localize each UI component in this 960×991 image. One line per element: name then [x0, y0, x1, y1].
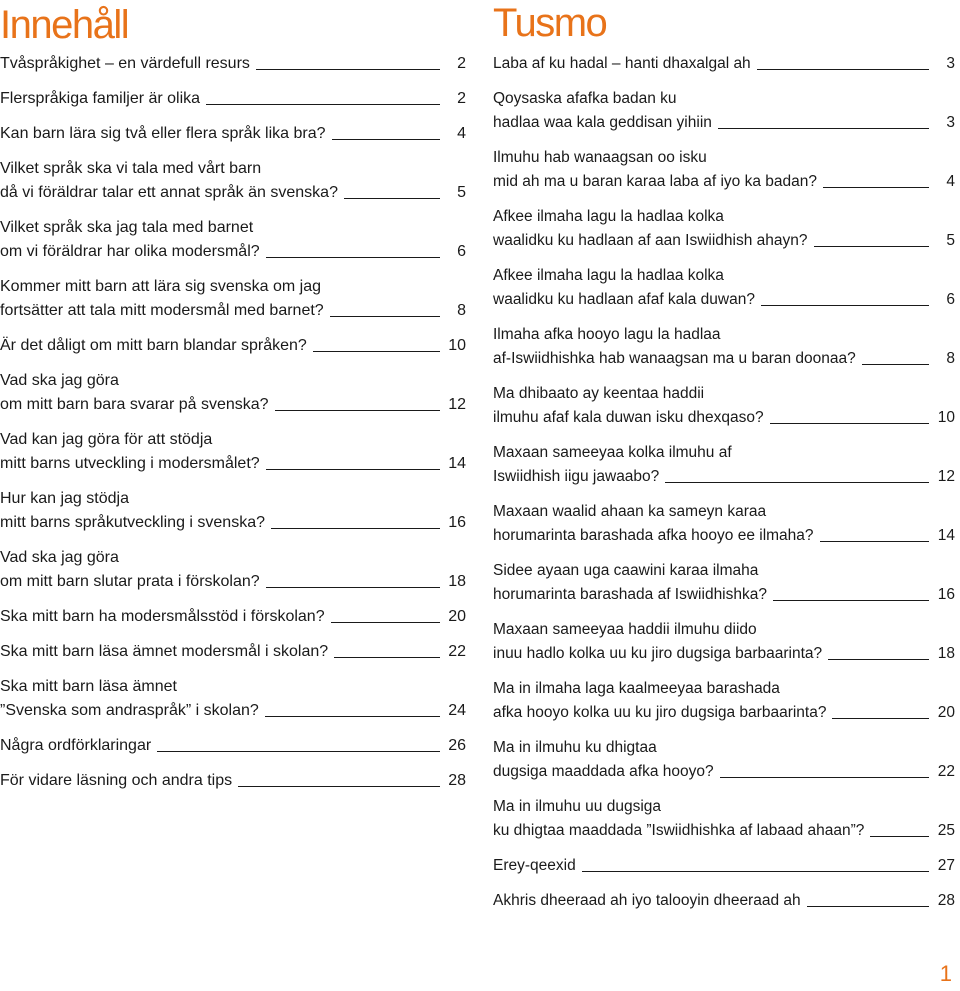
toc-entry-last-line: [493, 406, 955, 430]
toc-entry-last-line: [493, 52, 955, 76]
toc-entry-text: ku dhigtaa maaddada ”Iswiidhishka af labaad ahaan”?: [493, 822, 865, 839]
leader-line: [757, 69, 929, 70]
toc-page-number: 14: [448, 455, 466, 472]
toc-list: [493, 52, 955, 913]
toc-entry-last-line: [0, 87, 466, 111]
toc-entry-text: Ska mitt barn läsa ämnet modersmål i skolan?: [0, 643, 329, 660]
leader-line: [870, 836, 929, 837]
toc-entry-text: waalidku ku hadlaan afaf kala duwan?: [493, 291, 755, 308]
toc-entry-last-line: [493, 229, 955, 253]
toc-entry-text: Ma in ilmuhu ku dhigtaa: [493, 739, 657, 756]
toc-entry-text: Ilmaha afka hooyo lagu la hadlaa: [493, 326, 721, 343]
toc-entry-last-line: [0, 605, 466, 629]
toc-entry-text: Vad ska jag göra: [0, 372, 119, 389]
toc-entry[interactable]: [0, 334, 466, 358]
toc-entry[interactable]: [0, 87, 466, 111]
toc-entry-text: Några ordförklaringar: [0, 737, 152, 754]
toc-entry[interactable]: [493, 559, 955, 607]
toc-entry[interactable]: [493, 441, 955, 489]
toc-list: [0, 52, 466, 793]
page-number: 1: [939, 961, 952, 986]
toc-entry[interactable]: [493, 146, 955, 194]
toc-entry[interactable]: [0, 769, 466, 793]
toc-entry[interactable]: [0, 52, 466, 76]
toc-entry-text: mid ah ma u baran karaa laba af iyo ka badan?: [493, 173, 817, 190]
toc-entry-text: waalidku ku hadlaan af aan Iswiidhish ahayn?: [493, 232, 808, 249]
toc-entry-text: Maxaan sameeyaa haddii ilmuhu diido: [493, 621, 757, 638]
toc-entry-text: Ma dhibaato ay keentaa haddii: [493, 385, 705, 402]
toc-entry-text: ilmuhu afaf kala duwan isku dhexqaso?: [493, 409, 764, 426]
toc-entry-text: Afkee ilmaha lagu la hadlaa kolka: [493, 267, 724, 284]
toc-entry-last-line: [0, 122, 466, 146]
toc-entry[interactable]: [0, 122, 466, 146]
toc-entry-last-line: [0, 52, 466, 76]
toc-entry-text: Kan barn lära sig två eller flera språk lika bra?: [0, 125, 326, 142]
toc-entry-last-line: [493, 347, 955, 371]
toc-entry-last-line: [493, 288, 955, 312]
toc-entry[interactable]: [0, 546, 466, 594]
toc-entry-last-line: [0, 511, 466, 535]
leader-line: [256, 69, 440, 70]
toc-entry[interactable]: [493, 795, 955, 843]
toc-entry-text: hadlaa waa kala geddisan yihiin: [493, 114, 712, 131]
leader-line: [334, 657, 440, 658]
toc-page-number: 22: [937, 763, 955, 780]
toc-entry[interactable]: [493, 889, 955, 913]
toc-entry-text: Akhris dheeraad ah iyo talooyin dheeraad ah: [493, 892, 801, 909]
toc-page-number: 10: [937, 409, 955, 426]
toc-page-number: 20: [937, 704, 955, 721]
toc-entry-last-line: [493, 524, 955, 548]
toc-entry[interactable]: [0, 369, 466, 417]
leader-line: [238, 786, 440, 787]
toc-entry[interactable]: [0, 675, 466, 723]
toc-entry-text: Erey-qeexid: [493, 857, 576, 874]
toc-page-number: 4: [946, 173, 955, 190]
leader-line: [275, 410, 440, 411]
leader-line: [266, 257, 440, 258]
toc-entry-text: Maxaan waalid ahaan ka sameyn karaa: [493, 503, 767, 520]
toc-entry-text: om vi föräldrar har olika modersmål?: [0, 243, 260, 260]
leader-line: [582, 871, 929, 872]
toc-entry-last-line: [0, 393, 466, 417]
toc-entry-text: Är det dåligt om mitt barn blandar språken?: [0, 337, 307, 354]
toc-entry-text: Ilmuhu hab wanaagsan oo isku: [493, 149, 707, 166]
toc-entry-text: Vad kan jag göra för att stödja: [0, 431, 213, 448]
toc-entry-text: För vidare läsning och andra tips: [0, 772, 233, 789]
toc-entry-last-line: [0, 181, 466, 205]
toc-entry-text: Qoysaska afafka badan ku: [493, 90, 677, 107]
toc-page-number: 28: [448, 772, 466, 789]
leader-line: [761, 305, 929, 306]
leader-line: [332, 139, 441, 140]
toc-entry-last-line: [0, 240, 466, 264]
toc-entry-text: Afkee ilmaha lagu la hadlaa kolka: [493, 208, 724, 225]
toc-page-number: 3: [946, 55, 955, 72]
toc-entry-text: Ma in ilmuhu uu dugsiga: [493, 798, 662, 815]
toc-entry[interactable]: [0, 487, 466, 535]
toc-entry-text: Tvåspråkighet – en värdefull resurs: [0, 55, 250, 72]
toc-entry-last-line: [493, 889, 955, 913]
toc-entry[interactable]: [0, 605, 466, 629]
toc-entry[interactable]: [493, 52, 955, 76]
toc-entry[interactable]: [493, 323, 955, 371]
leader-line: [157, 751, 440, 752]
toc-entry-text: Sidee ayaan uga caawini karaa ilmaha: [493, 562, 759, 579]
toc-entry-last-line: [0, 452, 466, 476]
contents-heading: Innehåll: [0, 3, 129, 47]
leader-line: [770, 423, 929, 424]
toc-entry-last-line: [493, 701, 955, 725]
leader-line: [344, 198, 440, 199]
leader-line: [814, 246, 929, 247]
toc-page-number: 16: [448, 514, 466, 531]
toc-entry[interactable]: [0, 640, 466, 664]
toc-entry-last-line: [0, 699, 466, 723]
toc-entry[interactable]: [0, 157, 466, 205]
contents-column-swedish: [0, 0, 466, 793]
leader-line: [832, 718, 929, 719]
toc-page-number: 18: [937, 645, 955, 662]
toc-page-number: 12: [937, 468, 955, 485]
toc-page-number: 16: [937, 586, 955, 603]
leader-line: [313, 351, 440, 352]
leader-line: [807, 906, 929, 907]
toc-entry[interactable]: [493, 382, 955, 430]
leader-line: [820, 541, 929, 542]
toc-page-number: 22: [448, 643, 466, 660]
leader-line: [265, 716, 440, 717]
toc-page-number: 8: [946, 350, 955, 367]
toc-page-number: 10: [448, 337, 466, 354]
toc-entry-last-line: [493, 854, 955, 878]
toc-entry-last-line: [0, 299, 466, 323]
toc-entry-last-line: [493, 583, 955, 607]
toc-page-number: 14: [937, 527, 955, 544]
toc-entry-text: inuu hadlo kolka uu ku jiro dugsiga barbaarinta?: [493, 645, 823, 662]
toc-entry-text: Iswiidhish iigu jawaabo?: [493, 468, 660, 485]
toc-entry[interactable]: [493, 205, 955, 253]
toc-entry-text: mitt barns utveckling i modersmålet?: [0, 455, 260, 472]
toc-entry-text: Flerspråkiga familjer är olika: [0, 90, 201, 107]
toc-entry-last-line: [0, 769, 466, 793]
toc-page-number: 12: [448, 396, 466, 413]
leader-line: [823, 187, 929, 188]
leader-line: [206, 104, 440, 105]
toc-entry-text: dugsiga maaddada afka hooyo?: [493, 763, 714, 780]
toc-entry[interactable]: [0, 428, 466, 476]
toc-entry-text: Vilket språk ska jag tala med barnet: [0, 219, 254, 236]
leader-line: [266, 587, 440, 588]
toc-entry-text: horumarinta barashada afka hooyo ee ilmaha?: [493, 527, 814, 544]
toc-entry-text: Ska mitt barn läsa ämnet: [0, 678, 177, 695]
toc-entry-last-line: [493, 642, 955, 666]
toc-entry-text: ”Svenska som andraspråk” i skolan?: [0, 702, 259, 719]
toc-entry-last-line: [493, 111, 955, 135]
toc-entry-text: fortsätter att tala mitt modersmål med barnet?: [0, 302, 324, 319]
toc-entry[interactable]: [0, 275, 466, 323]
leader-line: [331, 622, 440, 623]
toc-page-number: 5: [946, 232, 955, 249]
toc-entry[interactable]: [0, 216, 466, 264]
toc-page-number: 3: [946, 114, 955, 131]
toc-entry-text: Hur kan jag stödja: [0, 490, 129, 507]
toc-entry[interactable]: [493, 736, 955, 784]
toc-entry[interactable]: [493, 87, 955, 135]
toc-entry-text: om mitt barn bara svarar på svenska?: [0, 396, 269, 413]
toc-page-number: 6: [457, 243, 466, 260]
toc-page-number: 27: [937, 857, 955, 874]
toc-entry-text: Ska mitt barn ha modersmålsstöd i förskolan?: [0, 608, 325, 625]
toc-page-number: 4: [457, 125, 466, 142]
toc-entry-last-line: [493, 170, 955, 194]
toc-entry-last-line: [493, 465, 955, 489]
leader-line: [665, 482, 929, 483]
toc-page-number: 28: [937, 892, 955, 909]
toc-entry[interactable]: [0, 734, 466, 758]
leader-line: [271, 528, 440, 529]
toc-page-number: 24: [448, 702, 466, 719]
toc-entry-text: Kommer mitt barn att lära sig svenska om jag: [0, 278, 322, 295]
toc-page-number: 20: [448, 608, 466, 625]
toc-entry-text: Laba af ku hadal – hanti dhaxalgal ah: [493, 55, 751, 72]
leader-line: [862, 364, 929, 365]
toc-entry[interactable]: [493, 264, 955, 312]
toc-entry-last-line: [0, 570, 466, 594]
toc-page-number: 25: [937, 822, 955, 839]
toc-page-number: 2: [457, 90, 466, 107]
toc-page-number: 2: [457, 55, 466, 72]
toc-entry[interactable]: [493, 677, 955, 725]
toc-entry-last-line: [0, 334, 466, 358]
toc-entry-last-line: [493, 760, 955, 784]
toc-entry-last-line: [0, 734, 466, 758]
toc-entry-text: afka hooyo kolka uu ku jiro dugsiga barbaarinta?: [493, 704, 827, 721]
toc-entry-text: Vad ska jag göra: [0, 549, 119, 566]
toc-page-number: 26: [448, 737, 466, 754]
leader-line: [773, 600, 929, 601]
toc-entry-text: då vi föräldrar talar ett annat språk än svenska?: [0, 184, 338, 201]
toc-page-number: 6: [946, 291, 955, 308]
leader-line: [718, 128, 929, 129]
leader-line: [266, 469, 440, 470]
toc-entry-text: mitt barns språkutveckling i svenska?: [0, 514, 265, 531]
leader-line: [330, 316, 440, 317]
toc-entry-text: om mitt barn slutar prata i förskolan?: [0, 573, 260, 590]
toc-page-number: 18: [448, 573, 466, 590]
toc-entry[interactable]: [493, 500, 955, 548]
toc-entry-text: af-Iswiidhishka hab wanaagsan ma u baran doonaa?: [493, 350, 856, 367]
toc-entry-last-line: [0, 640, 466, 664]
toc-entry[interactable]: [493, 854, 955, 878]
toc-page-number: 5: [457, 184, 466, 201]
toc-entry-text: horumarinta barashada af Iswiidhishka?: [493, 586, 767, 603]
toc-page-number: 8: [457, 302, 466, 319]
tusmo-heading: Tusmo: [493, 1, 607, 45]
toc-entry-last-line: [493, 819, 955, 843]
leader-line: [828, 659, 929, 660]
toc-entry-text: Maxaan sameeyaa kolka ilmuhu af: [493, 444, 732, 461]
toc-entry-text: Ma in ilmaha laga kaalmeeyaa barashada: [493, 680, 780, 697]
leader-line: [720, 777, 929, 778]
toc-entry[interactable]: [493, 618, 955, 666]
contents-column-somali: [493, 0, 955, 913]
toc-entry-text: Vilket språk ska vi tala med vårt barn: [0, 160, 262, 177]
